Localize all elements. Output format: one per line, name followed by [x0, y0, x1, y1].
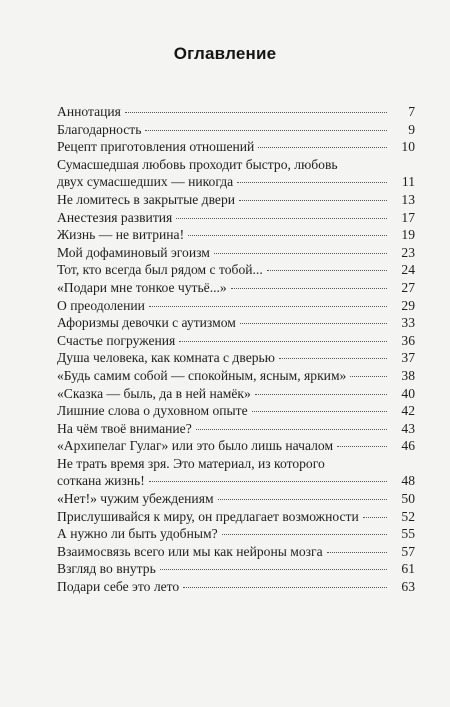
toc-entry-row — [57, 543, 415, 561]
toc-entry-row — [57, 138, 415, 156]
toc-entry-title: А нужно ли быть удобным? — [57, 526, 218, 542]
toc-entry — [57, 209, 415, 227]
dot-leader — [222, 534, 387, 535]
toc-entry — [57, 437, 415, 455]
toc-page-number: 48 — [401, 473, 415, 489]
toc-entry — [57, 138, 415, 156]
dot-leader — [239, 200, 387, 201]
toc-page-number: 37 — [401, 350, 415, 366]
toc-entry — [57, 297, 415, 315]
toc-entry-title: Благодарность — [57, 121, 142, 137]
toc-entry-row — [57, 173, 415, 191]
dot-leader — [237, 182, 387, 183]
toc-entry-row — [57, 490, 415, 508]
toc-entry-title-line: Не трать время зря. Это материал, из которого — [57, 455, 325, 471]
toc-page-number: 24 — [401, 262, 415, 278]
toc-entry — [57, 543, 415, 561]
dot-leader — [279, 358, 387, 359]
toc-entry — [57, 578, 415, 596]
toc-entry-title: Подари себе это лето — [57, 579, 180, 595]
toc-page-number: 9 — [408, 121, 415, 137]
toc-entry — [57, 226, 415, 244]
dot-leader — [145, 130, 387, 131]
toc-entry — [57, 525, 415, 543]
toc-entry — [57, 332, 415, 350]
toc-entry-row — [57, 121, 415, 139]
toc-entry-title: Не ломитесь в закрытые двери — [57, 191, 236, 207]
dot-leader — [252, 411, 387, 412]
toc-page-number: 63 — [401, 579, 415, 595]
toc-entry-row — [57, 367, 415, 385]
toc-entry-title: «Будь самим собой — спокойным, ясным, ярким» — [57, 367, 347, 383]
toc-entry-title: Прислушивайся к миру, он предлагает возможности — [57, 508, 359, 524]
toc-entry — [57, 261, 415, 279]
toc-entry-title: Счастье погружения — [57, 332, 176, 348]
dot-leader — [363, 517, 387, 518]
toc-entry-row — [57, 244, 415, 262]
toc-entry-title: двух сумасшедших — никогда — [57, 174, 234, 190]
toc-entry-title: Афоризмы девочки с аутизмом — [57, 315, 236, 331]
toc-entry-row — [57, 297, 415, 315]
toc-entry-row — [57, 508, 415, 526]
dot-leader — [188, 235, 387, 236]
toc-page-number: 50 — [401, 491, 415, 507]
dot-leader — [255, 394, 387, 395]
toc-page-number: 27 — [401, 279, 415, 295]
dot-leader — [337, 446, 387, 447]
toc-page-number: 19 — [401, 227, 415, 243]
toc-entry-title-line: Сумасшедшая любовь проходит быстро, любовь — [57, 156, 338, 172]
dot-leader — [196, 429, 387, 430]
toc-entry — [57, 420, 415, 438]
toc-page-number: 17 — [401, 209, 415, 225]
toc-page-number: 7 — [408, 104, 415, 119]
toc-page-number: 23 — [401, 244, 415, 260]
toc-entry-title: Мой дофаминовый эгоизм — [57, 244, 210, 260]
toc-entry-title: О преодолении — [57, 297, 145, 313]
toc-entry — [57, 244, 415, 262]
toc-entry-row — [57, 578, 415, 596]
toc-entry-title: Аннотация — [57, 104, 121, 119]
toc-entry-row — [57, 472, 415, 490]
toc-page-number: 46 — [401, 438, 415, 454]
dot-leader — [149, 481, 387, 482]
dot-leader — [176, 218, 387, 219]
toc-entry — [57, 490, 415, 508]
toc-page-number: 40 — [401, 385, 415, 401]
toc-entry-title: «Архипелаг Гулаг» или это было лишь началом — [57, 438, 334, 454]
toc-page-number: 42 — [401, 403, 415, 419]
toc-entry — [57, 349, 415, 367]
toc-page-number: 52 — [401, 508, 415, 524]
toc-entry — [57, 455, 415, 490]
toc-entry — [57, 191, 415, 209]
dot-leader — [214, 253, 387, 254]
toc-entry-title: соткана жизнь! — [57, 473, 145, 489]
table-of-contents — [57, 103, 415, 596]
toc-entry-row — [57, 560, 415, 578]
dot-leader — [327, 552, 387, 553]
toc-entry — [57, 367, 415, 385]
dot-leader — [258, 147, 387, 148]
toc-entry — [57, 103, 415, 121]
toc-entry — [57, 402, 415, 420]
toc-page-number: 13 — [401, 191, 415, 207]
toc-entry-row — [57, 226, 415, 244]
toc-page-number: 33 — [401, 315, 415, 331]
toc-page-number: 10 — [401, 139, 415, 155]
toc-entry-row — [57, 385, 415, 403]
toc-page-number: 36 — [401, 332, 415, 348]
toc-page-number: 55 — [401, 526, 415, 542]
toc-entry-title: На чём твоё внимание? — [57, 420, 192, 436]
toc-entry-row — [57, 420, 415, 438]
toc-page-number: 38 — [401, 367, 415, 383]
dot-leader — [350, 376, 387, 377]
dot-leader — [267, 270, 387, 271]
toc-entry — [57, 121, 415, 139]
toc-entry-row — [57, 191, 415, 209]
toc-entry — [57, 508, 415, 526]
dot-leader — [183, 587, 387, 588]
toc-entry-row — [57, 261, 415, 279]
toc-entry-row — [57, 209, 415, 227]
dot-leader — [125, 112, 387, 113]
toc-entry-title: Рецепт приготовления отношений — [57, 139, 255, 155]
toc-entry — [57, 385, 415, 403]
toc-entry-row — [57, 103, 415, 121]
page-title: Оглавление — [173, 44, 277, 63]
toc-entry-title: Тот, кто всегда был рядом с тобой... — [57, 262, 263, 278]
toc-entry-row — [57, 314, 415, 332]
toc-entry-title: Взгляд во внутрь — [57, 561, 156, 577]
toc-entry-title: Душа человека, как комната с дверью — [57, 350, 275, 366]
toc-entry — [57, 156, 415, 191]
toc-entry-title: «Нет!» чужим убеждениям — [57, 491, 214, 507]
toc-page-number: 29 — [401, 297, 415, 313]
toc-entry-row — [57, 332, 415, 350]
toc-entry-row — [57, 279, 415, 297]
toc-entry — [57, 279, 415, 297]
toc-entry-row — [57, 525, 415, 543]
dot-leader — [149, 306, 387, 307]
dot-leader — [179, 341, 387, 342]
toc-page-number: 43 — [401, 420, 415, 436]
dot-leader — [231, 288, 387, 289]
toc-entry-row — [57, 437, 415, 455]
toc-entry-row — [57, 349, 415, 367]
toc-page-number: 57 — [401, 543, 415, 559]
toc-entry — [57, 560, 415, 578]
dot-leader — [160, 569, 387, 570]
toc-entry-title: «Подари мне тонкое чутьё...» — [57, 279, 227, 295]
toc-entry-title: Лишние слова о духовном опыте — [57, 403, 248, 419]
dot-leader — [240, 323, 387, 324]
toc-entry-title: Взаимосвязь всего или мы как нейроны мозга — [57, 543, 323, 559]
toc-entry — [57, 314, 415, 332]
toc-page-number: 11 — [401, 174, 415, 190]
toc-entry-row — [57, 402, 415, 420]
dot-leader — [218, 499, 387, 500]
toc-page-number: 61 — [401, 561, 415, 577]
toc-entry-title: Анестезия развития — [57, 209, 173, 225]
toc-entry-title: «Сказка — быль, да в ней намёк» — [57, 385, 251, 401]
toc-entry-title: Жизнь — не витрина! — [57, 227, 185, 243]
